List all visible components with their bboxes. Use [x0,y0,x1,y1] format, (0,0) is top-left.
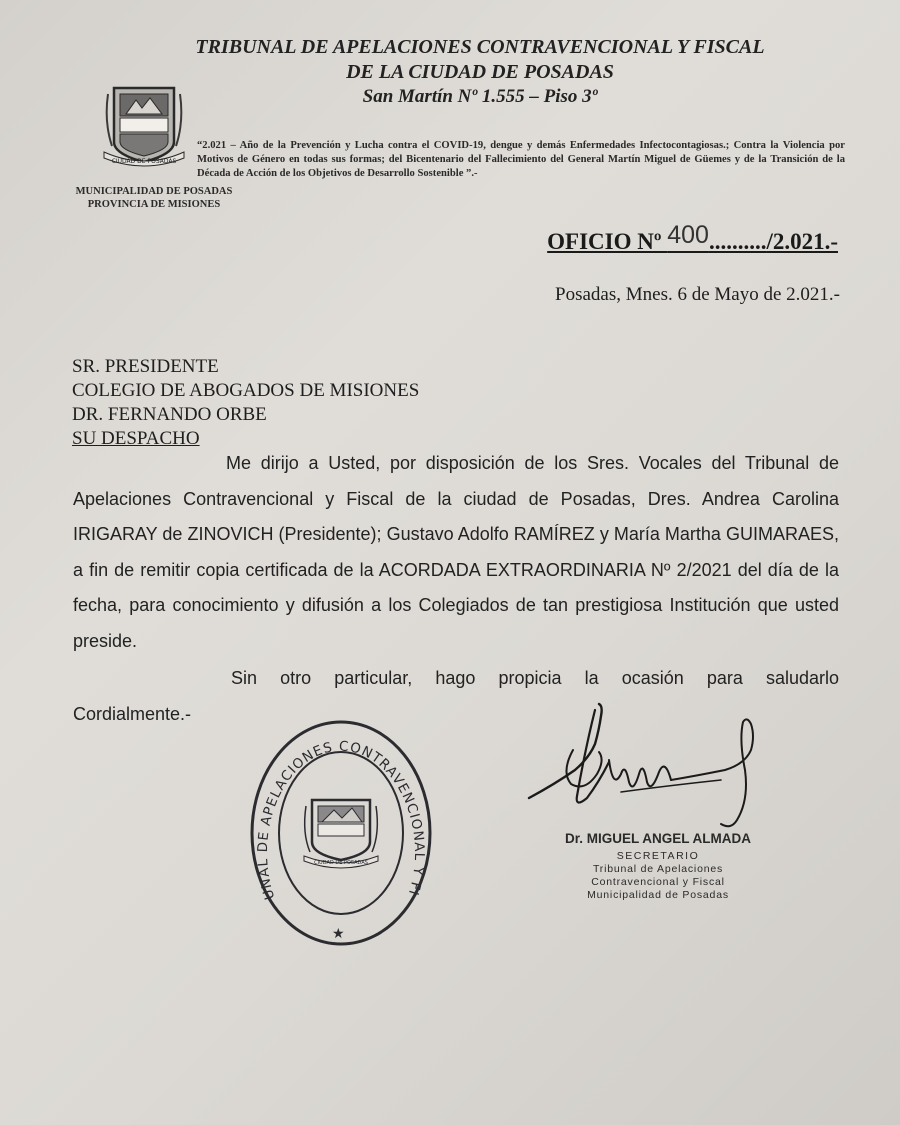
closing-salutation: Cordialmente.- [73,704,192,724]
header-address: San Martín Nº 1.555 – Piso 3º [362,86,598,107]
signer-org-line-1: Tribunal de Apelaciones [592,863,724,875]
province-name: PROVINCIA DE MISIONES [87,199,221,210]
oficio-year-suffix: /2.021.- [766,229,838,254]
header-title-line-2: DE LA CIUDAD DE POSADAS [346,61,614,83]
letter-date: Posadas, Mnes. 6 de Mayo de 2.021.- [555,284,840,305]
tribunal-official-stamp [248,718,434,948]
city-coat-of-arms-logo [100,82,188,172]
handwritten-signature [525,700,765,835]
addressee-line-2: COLEGIO DE ABOGADOS DE MISIONES [72,380,420,401]
stamp-inner-text: CIUDAD DE POSADAS [314,860,368,866]
stamp-star-icon: ★ [332,926,345,942]
oficio-dots: .......... [708,229,767,254]
stamp-coat-of-arms-icon [304,800,378,868]
oficio-handwritten-number: 400 [667,221,709,249]
header-title-line-1: TRIBUNAL DE APELACIONES CONTRAVENCIONAL Y FISCAL [195,36,765,58]
municipality-name: MUNICIPALIDAD DE POSADAS [75,186,233,197]
signer-title: SECRETARIO [616,850,700,862]
signer-org-line-3: Municipalidad de Posadas [587,889,729,901]
body-paragraph-2: Sin otro particular, hago propicia la ocasión para saludarlo [231,668,839,688]
signer-name: Dr. MIGUEL ANGEL ALMADA [564,831,751,846]
addressee-line-3: DR. FERNANDO ORBE [72,404,267,425]
addressee-line-4: SU DESPACHO [72,428,200,449]
addressee-line-1: SR. PRESIDENTE [72,356,219,377]
stamp-ring-text: UNAL DE APELACIONES CONTRAVENCIONAL Y FI [254,738,428,902]
official-year-motto: “2.021 – Año de la Prevención y Lucha contra el COVID-19, dengue y demás Enfermedades Infectocontagiosas.; Contra la Violencia por Motivos de Género en todas sus formas; del Bicentenario del Fallecimiento del General Martín Miguel de Güemes y de la Transición de la Década de Acción de los Objetivos de Desarrollo Sostenible ”.- [197,140,845,179]
oficio-number-heading [547,221,838,256]
body-paragraph-1: Me dirijo a Usted, por disposición de los Sres. Vocales del Tribunal de Apelaciones Contravencional y Fiscal de la ciudad de Posadas, Dres. Andrea Carolina IRIGARAY de ZINOVICH (Presidente); Gustavo Adolfo RAMÍREZ y María Martha GUIMARAES, a fin de remitir copia certificada de la ACORDADA EXTRAORDINARIA Nº 2/2021 del día de la fecha, para conocimiento y difusión a los Colegiados de tan prestigiosa Institución que usted preside. [73,453,839,651]
oficio-prefix: OFICIO Nº [547,229,668,254]
logo-motto-text: CIUDAD DE POSADAS [111,158,177,165]
signer-org-line-2: Contravencional y Fiscal [591,876,725,888]
